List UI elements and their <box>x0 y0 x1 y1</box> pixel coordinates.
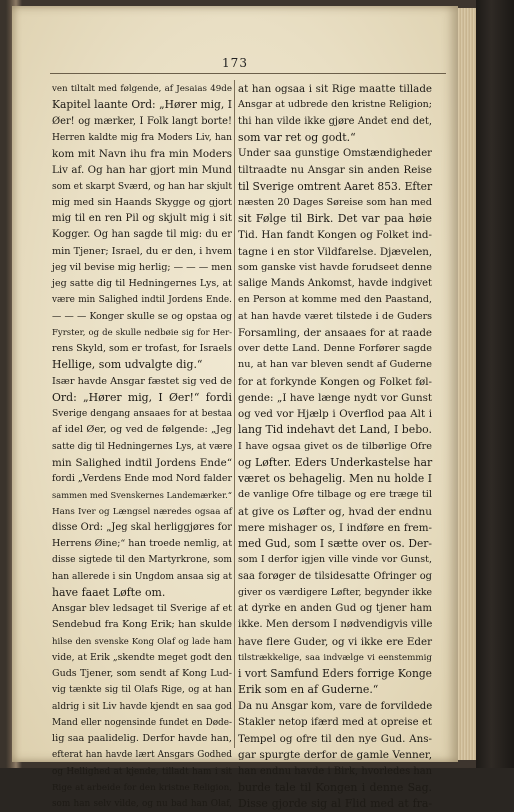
text-line: ikke. Men dersom I nødvendigvis ville <box>238 619 433 631</box>
text-line: i vort Samfund Eders forrige Konge <box>238 667 432 680</box>
text-line: rens Skyld, som er trofast, for Israels <box>52 343 232 354</box>
text-line: og ved vor Hjælp i Overflod paa Alt i <box>238 408 432 420</box>
text-line: Ord: „Hører mig, I Øer!“ fordi <box>52 390 232 404</box>
text-line: og Hellighed at kjende, tilladt ham i sit <box>52 766 232 777</box>
text-line: Især havde Ansgar fæstet sig ved de <box>52 375 233 387</box>
book-binding <box>476 0 514 768</box>
text-line: de vanlige Ofre tilbage og ere træge til <box>238 489 432 501</box>
text-line: tiltraadte nu Ansgar sin anden Reise <box>238 164 432 177</box>
text-line: over dette Land. Denne Forfører sagde <box>238 343 432 354</box>
text-line: at han ogsaa i sit Rige maatte tillade <box>238 83 432 95</box>
header-rule <box>50 73 446 74</box>
text-line: min Tjener; Israel, du er den, i hvem <box>52 245 233 257</box>
text-line: han allerede i sin Ungdom ansaa sig at <box>52 571 232 582</box>
text-line: som I derfor igjen ville vinde vor Gunst, <box>238 554 432 566</box>
text-line: disse Ord: „Jeg skal herliggjøres for <box>52 521 232 533</box>
page-number: 173 <box>222 56 248 70</box>
text-line: sit Følge til Birk. Det var paa høie <box>238 212 432 225</box>
text-line: Stakler netop ifærd med at opreise et <box>238 716 432 728</box>
text-line: mere mishager os, I indføre en frem- <box>238 521 432 534</box>
text-line: tilstrækkelige, saa indvælge vi eenstemmig <box>238 652 432 663</box>
page-edges <box>458 8 476 760</box>
text-line: Herrens Øine;“ han troede nemlig, at <box>52 538 233 549</box>
text-line: giver os værdigere Løfter, begynder ikke <box>238 586 432 598</box>
right-column <box>238 81 432 812</box>
text-line: have flere Guder, og vi ikke ere Eder <box>238 635 432 648</box>
text-line: have faaet Løfte om. <box>52 585 166 599</box>
text-line: min Salighed indtil Jordens Ende“ <box>52 456 232 469</box>
text-line: burde tale til Kongen i denne Sag. <box>238 780 432 794</box>
text-line: — — — Konger skulle se og opstaa og <box>52 310 232 322</box>
text-line: tagne i en stor Vildfarelse. Djævelen, <box>238 245 433 258</box>
text-line: Ansgar at udbrede den kristne Religion; <box>238 99 432 111</box>
text-line: Ansgar blev ledsaget til Sverige af et <box>52 603 232 614</box>
text-line: efterat han havde lært Ansgars Godhed <box>52 750 232 761</box>
text-line: Da nu Ansgar kom, vare de forvildede <box>238 700 433 712</box>
text-line: thi han vilde ikke gjøre Andet end det, <box>238 115 432 127</box>
text-line: salige Mands Ankomst, havde indgivet <box>238 278 432 289</box>
text-line: nu, at han var bleven sendt af Guderne <box>238 359 432 371</box>
left-column <box>52 81 232 812</box>
text-line: at give os Løfter og, hvad der endnu <box>238 505 432 518</box>
text-line: satte dig til Hedningernes Lys, at være <box>52 441 233 452</box>
text-line: lang Tid indehavt det Land, I bebo. <box>238 423 432 437</box>
text-line: Kogger. Og han sagde til mig: du er <box>52 229 232 241</box>
text-line: Hans Iver og Længsel næredes ogsaa af <box>52 506 232 517</box>
text-line: og Løfter. Eders Underkastelse har <box>238 455 433 469</box>
text-line: Tid. Han fandt Kongen og Folket ind- <box>238 229 432 242</box>
text-line: Forsamling, der ansaaes for at raade <box>238 326 432 339</box>
text-line: jeg vil bevise mig herlig; — — — men <box>52 261 232 273</box>
text-line: at dyrke en anden Gud og tjener ham <box>238 603 432 614</box>
text-line: vide, at Erik „skendte meget godt den <box>52 651 232 663</box>
text-line: Guds Tjener, som sendt af Kong Lud- <box>52 668 232 679</box>
text-line: af idel Øer, og ved de følgende: „Jeg <box>52 424 232 436</box>
text-line: næsten 20 Dages Søreise som han med <box>238 196 432 208</box>
text-line: Sendebud fra Kong Erik; han skulde <box>52 619 232 631</box>
text-line: Sverige dengang ansaaes for at bestaa <box>52 409 232 419</box>
text-line: som var ret og godt.“ <box>238 130 356 144</box>
text-line: lig saa paalidelig. Derfor havde han, <box>52 733 232 744</box>
text-line: disse sigtede til den Martyrkrone, som <box>52 555 232 566</box>
text-line: Disse gjorde sig al Flid med at fra- <box>238 797 432 810</box>
text-line: I have ogsaa givet os de tilbørlige Ofre <box>238 440 432 452</box>
column-divider <box>234 80 235 748</box>
text-line: Mand eller nogensinde fundet en Døde- <box>52 717 232 728</box>
text-line: været os behagelig. Men nu holde I <box>238 472 432 485</box>
text-line: fordi „Verdens Ende mod Nord falder <box>52 473 232 484</box>
text-line: gar spurgte derfor de gamle Venner, <box>238 749 433 762</box>
text-line: Erik som en af Guderne.“ <box>238 683 379 697</box>
text-line: gende: „I have længe nydt vor Gunst <box>238 391 432 404</box>
text-line: mig med sin Haands Skygge og gjort <box>52 196 232 208</box>
text-line: sammen med Svenskernes Landemærker.“ <box>52 490 233 501</box>
text-line: en Person at komme med den Paastand, <box>238 294 432 306</box>
text-line: som han selv vilde, og nu bad han Olaf, <box>52 799 232 809</box>
text-line: Under saa gunstige Omstændigheder <box>238 148 432 159</box>
book-page <box>12 6 458 810</box>
text-line: kom mit Navn ihu fra min Moders <box>52 148 232 160</box>
text-line: Kapitel laante Ord: „Hører mig, I <box>52 98 232 112</box>
text-line: til Sverige omtrent Aaret 853. Efter <box>238 179 433 193</box>
text-line: være min Salighed indtil Jordens Ende. <box>52 295 232 306</box>
text-line: Rige at arbeide for den kristne Religion, <box>52 782 232 793</box>
text-line: Fyrster, og de skulle nedbøie sig for Her- <box>52 327 232 338</box>
text-line: mig til en ren Pil og skjult mig i sit <box>52 213 232 224</box>
text-line: som et skarpt Sværd, og han har skjult <box>52 181 232 192</box>
text-line: som ganske vist havde forudseet denne <box>238 261 433 273</box>
text-line: vig tænkte sig til Olafs Rige, og at han <box>52 685 232 696</box>
text-line: han endnu havde i Birk, hvorledes han <box>238 765 432 777</box>
text-line: Tempel og ofre til den nye Gud. Ans- <box>238 733 432 745</box>
text-line: Liv af. Og han har gjort min Mund <box>52 164 232 177</box>
text-line: for at forkynde Kongen og Folket føl- <box>238 375 432 388</box>
text-line: Hellige, som udvalgte dig.“ <box>52 358 203 372</box>
text-line: jeg satte dig til Hedningernes Lys, at <box>52 278 232 289</box>
text-line: ven tiltalt med følgende, af Jesaias 49de <box>52 84 232 94</box>
text-line: med Gud, som I sætte over os. Der- <box>238 537 432 550</box>
text-line: Øer! og mærker, I Folk langt borte! <box>52 115 232 127</box>
text-line: Herren kaldte mig fra Moders Liv, han <box>52 132 232 143</box>
text-line: aldrig i sit Liv havde kjendt en saa god <box>52 701 232 712</box>
text-line: saa forøger de tilsidesatte Ofringer og <box>238 570 432 582</box>
text-line: at han havde været tilstede i de Guders <box>238 310 432 322</box>
text-line: hilse den svenske Kong Olaf og lade ham <box>52 636 232 647</box>
